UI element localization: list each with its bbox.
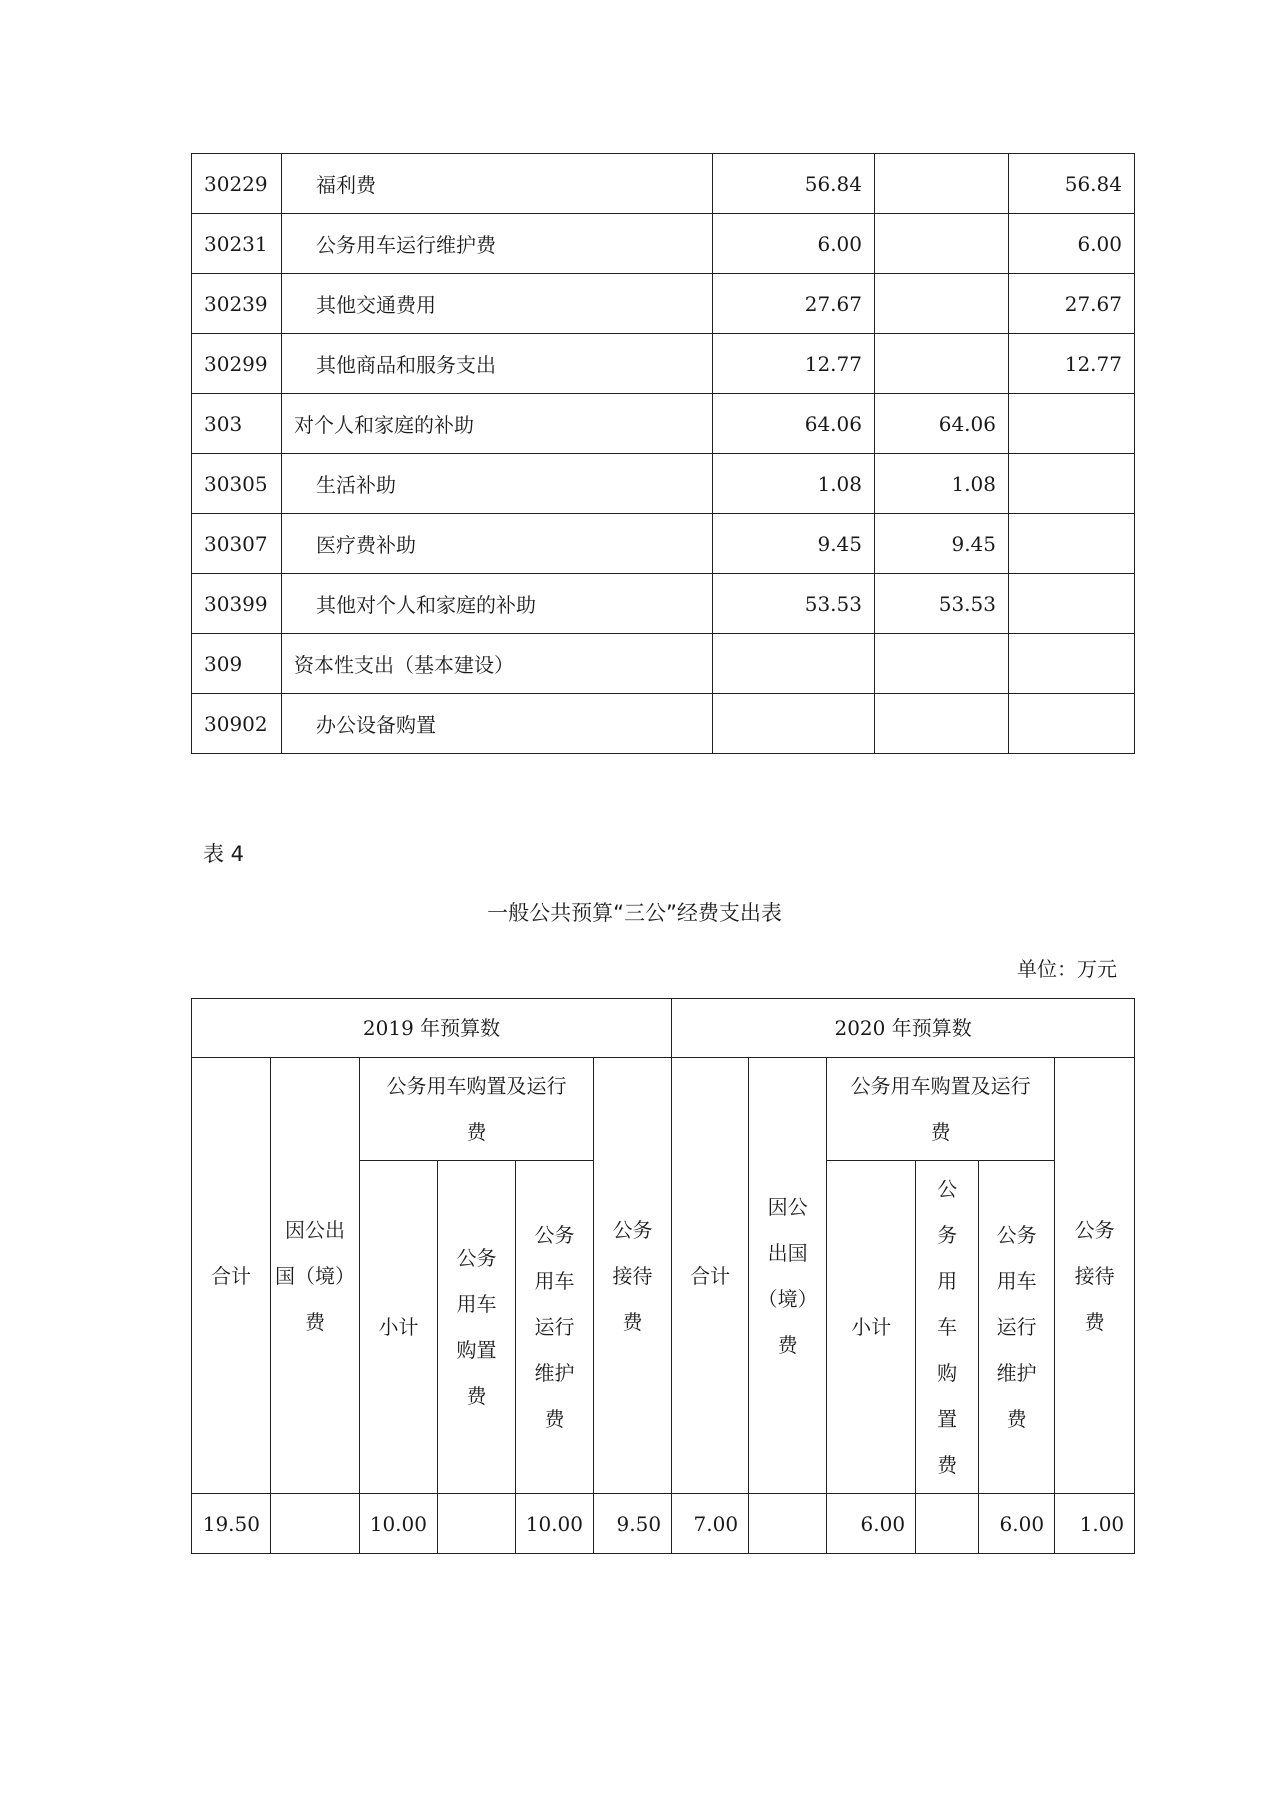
account-name-cell: 公务用车运行维护费 — [282, 214, 713, 274]
table-number-label: 表 4 — [203, 842, 245, 866]
account-code-cell: 30229 — [192, 154, 282, 214]
basic-expense-cell — [875, 334, 1009, 394]
account-code-cell: 30902 — [192, 694, 282, 754]
total-amount-cell — [713, 634, 875, 694]
table-title: 一般公共预算“三公”经费支出表 — [487, 901, 782, 925]
total-header-2020: 合计 — [672, 1058, 749, 1494]
basic-expense-cell — [875, 634, 1009, 694]
project-expense-cell: 12.77 — [1009, 334, 1135, 394]
project-expense-cell — [1009, 454, 1135, 514]
subtotal-2020-cell: 6.00 — [827, 1494, 916, 1554]
project-expense-cell: 56.84 — [1009, 154, 1135, 214]
reception-header-2020: 公务 接待 费 — [1055, 1058, 1135, 1494]
total-amount-cell: 9.45 — [713, 514, 875, 574]
account-code-cell: 309 — [192, 634, 282, 694]
account-code-cell: 30239 — [192, 274, 282, 334]
total-amount-cell: 6.00 — [713, 214, 875, 274]
abroad-header-2019: 因公出 国（境） 费 — [271, 1058, 360, 1494]
unit-label: 单位：万元 — [1017, 957, 1117, 981]
table-row — [192, 214, 1135, 274]
table-row — [192, 394, 1135, 454]
account-name-cell: 对个人和家庭的补助 — [282, 394, 713, 454]
total-2020-cell: 7.00 — [672, 1494, 749, 1554]
reception-2020-cell: 1.00 — [1055, 1494, 1135, 1554]
table-row — [192, 634, 1135, 694]
subtotal-header-2019: 小计 — [360, 1161, 438, 1494]
vehicle-group-header-2020: 公务用车购置及运行 费 — [827, 1058, 1055, 1161]
table-row — [192, 454, 1135, 514]
reception-header-2019: 公务 接待 费 — [594, 1058, 672, 1494]
account-code-cell: 30299 — [192, 334, 282, 394]
account-code-cell: 30231 — [192, 214, 282, 274]
table-row — [192, 574, 1135, 634]
account-code-cell: 30399 — [192, 574, 282, 634]
project-expense-cell — [1009, 514, 1135, 574]
reception-2019-cell: 9.50 — [594, 1494, 672, 1554]
account-name-cell: 福利费 — [282, 154, 713, 214]
purchase-2019-cell — [438, 1494, 516, 1554]
year-2019-header: 2019 年预算数 — [192, 999, 672, 1058]
total-amount-cell — [713, 694, 875, 754]
basic-expense-cell — [875, 154, 1009, 214]
table-row — [192, 694, 1135, 754]
project-expense-cell — [1009, 574, 1135, 634]
table-row — [192, 1494, 1135, 1554]
subtotal-header-2020: 小计 — [827, 1161, 916, 1494]
account-name-cell: 资本性支出（基本建设） — [282, 634, 713, 694]
total-amount-cell: 56.84 — [713, 154, 875, 214]
project-expense-cell — [1009, 694, 1135, 754]
total-2019-cell: 19.50 — [192, 1494, 271, 1554]
account-name-cell: 医疗费补助 — [282, 514, 713, 574]
basic-expense-cell: 53.53 — [875, 574, 1009, 634]
project-expense-cell — [1009, 394, 1135, 454]
project-expense-cell — [1009, 634, 1135, 694]
abroad-header-2020: 因公 出国 （境） 费 — [749, 1058, 827, 1494]
maintenance-2020-cell: 6.00 — [979, 1494, 1055, 1554]
account-name-cell: 其他交通费用 — [282, 274, 713, 334]
total-amount-cell: 12.77 — [713, 334, 875, 394]
project-expense-cell: 27.67 — [1009, 274, 1135, 334]
basic-expense-cell — [875, 694, 1009, 754]
basic-expense-cell: 1.08 — [875, 454, 1009, 514]
expense-table-body — [192, 154, 1135, 754]
purchase-header-2020: 公 务 用 车 购 置 费 — [916, 1161, 979, 1494]
table-row — [192, 274, 1135, 334]
total-header-2019: 合计 — [192, 1058, 271, 1494]
maintenance-header-2019: 公务 用车 运行 维护 费 — [516, 1161, 594, 1494]
table-row — [192, 514, 1135, 574]
basic-expense-cell: 64.06 — [875, 394, 1009, 454]
account-name-cell: 其他对个人和家庭的补助 — [282, 574, 713, 634]
expense-detail-table — [191, 153, 1135, 754]
account-code-cell: 30307 — [192, 514, 282, 574]
maintenance-header-2020: 公务 用车 运行 维护 费 — [979, 1161, 1055, 1494]
vehicle-group-header-2019: 公务用车购置及运行 费 — [360, 1058, 594, 1161]
account-name-cell: 办公设备购置 — [282, 694, 713, 754]
project-expense-cell: 6.00 — [1009, 214, 1135, 274]
year-2020-header: 2020 年预算数 — [672, 999, 1135, 1058]
table-row — [192, 334, 1135, 394]
basic-expense-cell — [875, 274, 1009, 334]
basic-expense-cell: 9.45 — [875, 514, 1009, 574]
total-amount-cell: 1.08 — [713, 454, 875, 514]
table-row — [192, 154, 1135, 214]
total-amount-cell: 27.67 — [713, 274, 875, 334]
subtotal-2019-cell: 10.00 — [360, 1494, 438, 1554]
abroad-2019-cell — [271, 1494, 360, 1554]
total-amount-cell: 53.53 — [713, 574, 875, 634]
three-public-expenses-table — [191, 998, 1135, 1554]
purchase-2020-cell — [916, 1494, 979, 1554]
maintenance-2019-cell: 10.00 — [516, 1494, 594, 1554]
total-amount-cell: 64.06 — [713, 394, 875, 454]
account-code-cell: 30305 — [192, 454, 282, 514]
account-code-cell: 303 — [192, 394, 282, 454]
abroad-2020-cell — [749, 1494, 827, 1554]
account-name-cell: 其他商品和服务支出 — [282, 334, 713, 394]
purchase-header-2019: 公务 用车 购置 费 — [438, 1161, 516, 1494]
basic-expense-cell — [875, 214, 1009, 274]
account-name-cell: 生活补助 — [282, 454, 713, 514]
